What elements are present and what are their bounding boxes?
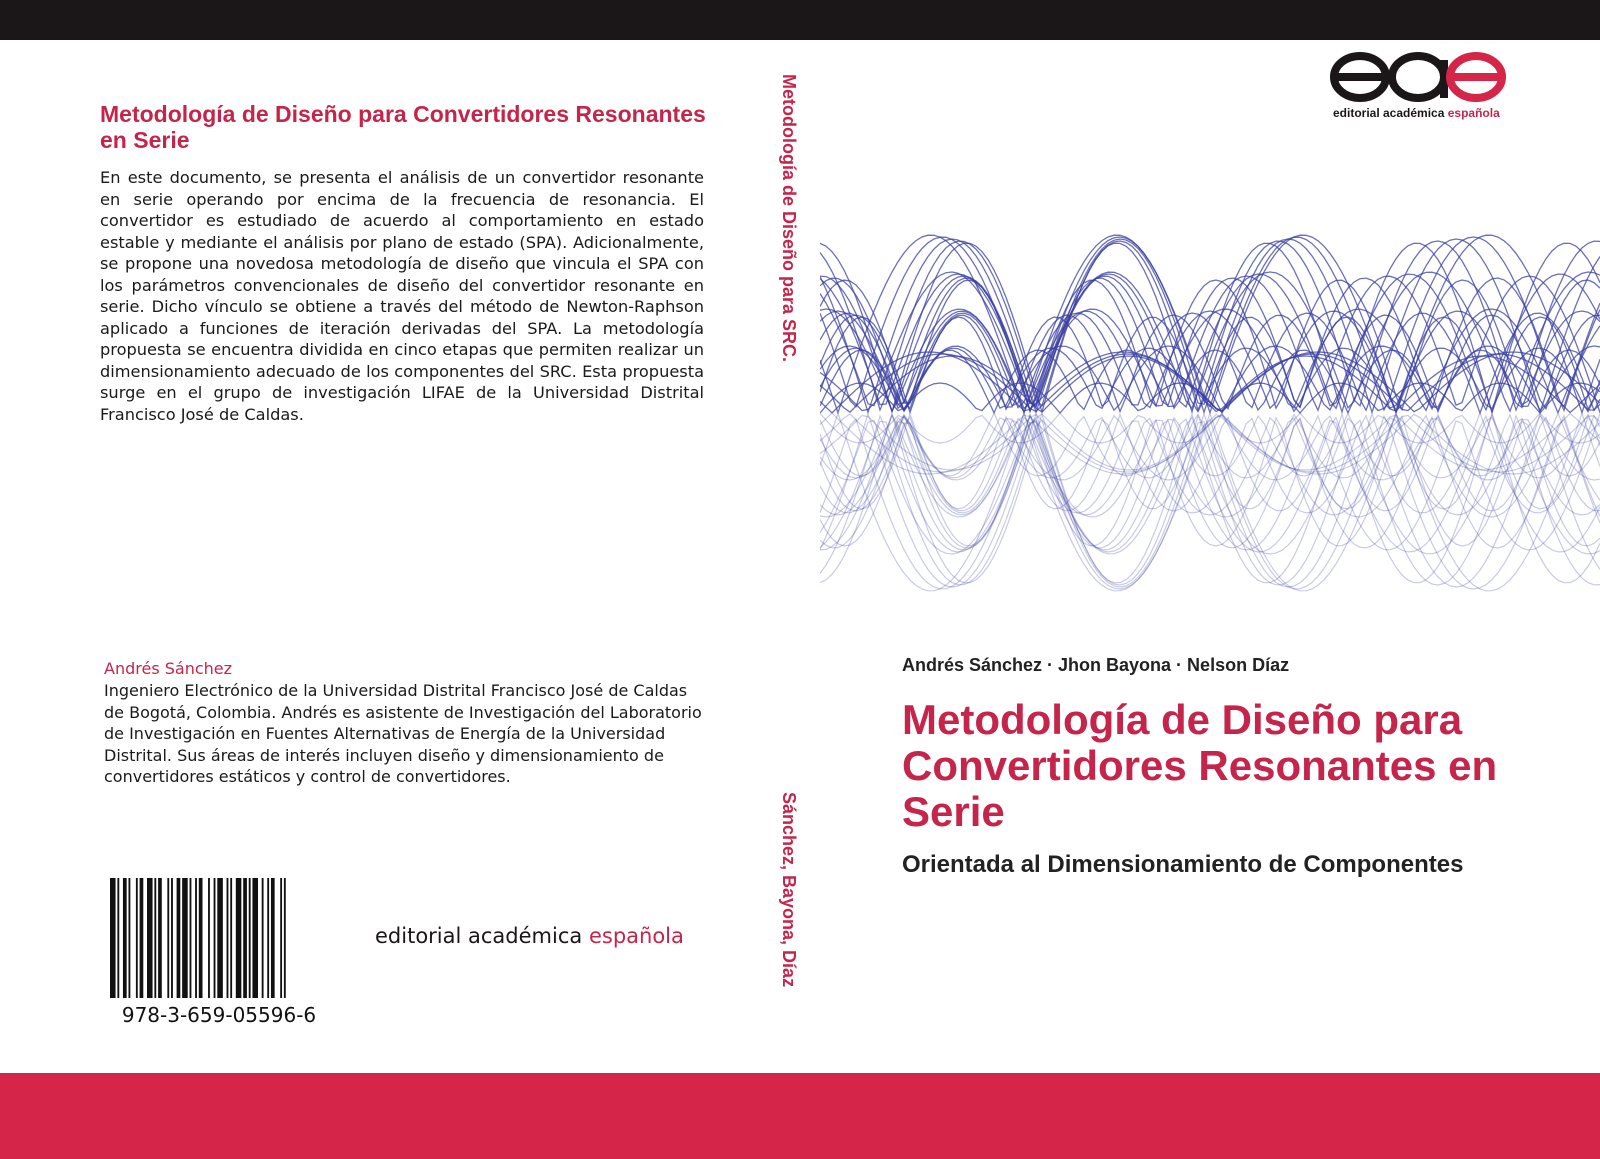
logo-caption-part2: española	[1447, 106, 1500, 120]
sine-wave-illustration	[820, 215, 1600, 615]
back-blurb: En este documento, se presenta el análisis de un convertidor resonante en serie operando por encima de la frecuencia de resonancia. El convertidor es estudiado de acuerdo al comportamiento en estado estable y mediante el análisis por plano de estado (SPA). Adicionalmente, se propone una novedosa metodología de diseño que vincula el SPA con los parámetros convencionales de diseño del convertidor resonante en serie. Dicho vínculo se obtiene a través del método de Newton-Raphson aplicado a funciones de iteración derivadas del SPA. La metodología propuesta se encuentra dividida en cinco etapas que permiten realizar un dimensionamiento adecuado de los componentes del SRC. Esta propuesta surge en el grupo de investigación LIFAE de la Universidad Distrital Francisco José de Caldas.	[100, 168, 704, 424]
logo-caption-part1: editorial académica	[1333, 106, 1445, 120]
spine-authors: Sánchez, Bayona, Díaz	[779, 792, 799, 988]
front-authors: Andrés Sánchez · Jhon Bayona · Nelson Díaz	[902, 655, 1290, 675]
author-name: Andrés Sánchez	[104, 659, 233, 678]
author-bio: Ingeniero Electrónico de la Universidad Distrital Francisco José de Caldas de Bogotá, Colombia. Andrés es asistente de Investigación del Laboratorio de Investigación en Fuentes Alternativas de Energía de la Universidad Distrital. Sus áreas de interés incluyen diseño y dimensionamiento de convertidores estáticos y control de convertidores.	[104, 681, 702, 786]
back-title: Metodología de Diseño para Convertidores Resonantes en Serie	[100, 101, 706, 153]
front-title: Metodología de Diseño para Convertidores Resonantes en Serie	[902, 696, 1498, 835]
publisher-name-back	[375, 924, 684, 948]
top-band	[0, 0, 1600, 40]
barcode	[110, 878, 330, 998]
bottom-band	[0, 1073, 1600, 1159]
publisher-name-part2: española	[588, 924, 684, 948]
logo-caption	[1333, 106, 1500, 120]
front-subtitle: Orientada al Dimensionamiento de Componentes	[902, 851, 1464, 878]
publisher-name-part1: editorial académica	[375, 924, 583, 948]
isbn: 978-3-659-05596-6	[121, 1003, 317, 1027]
spine-title: Metodología de Diseño para SRC.	[779, 74, 799, 363]
